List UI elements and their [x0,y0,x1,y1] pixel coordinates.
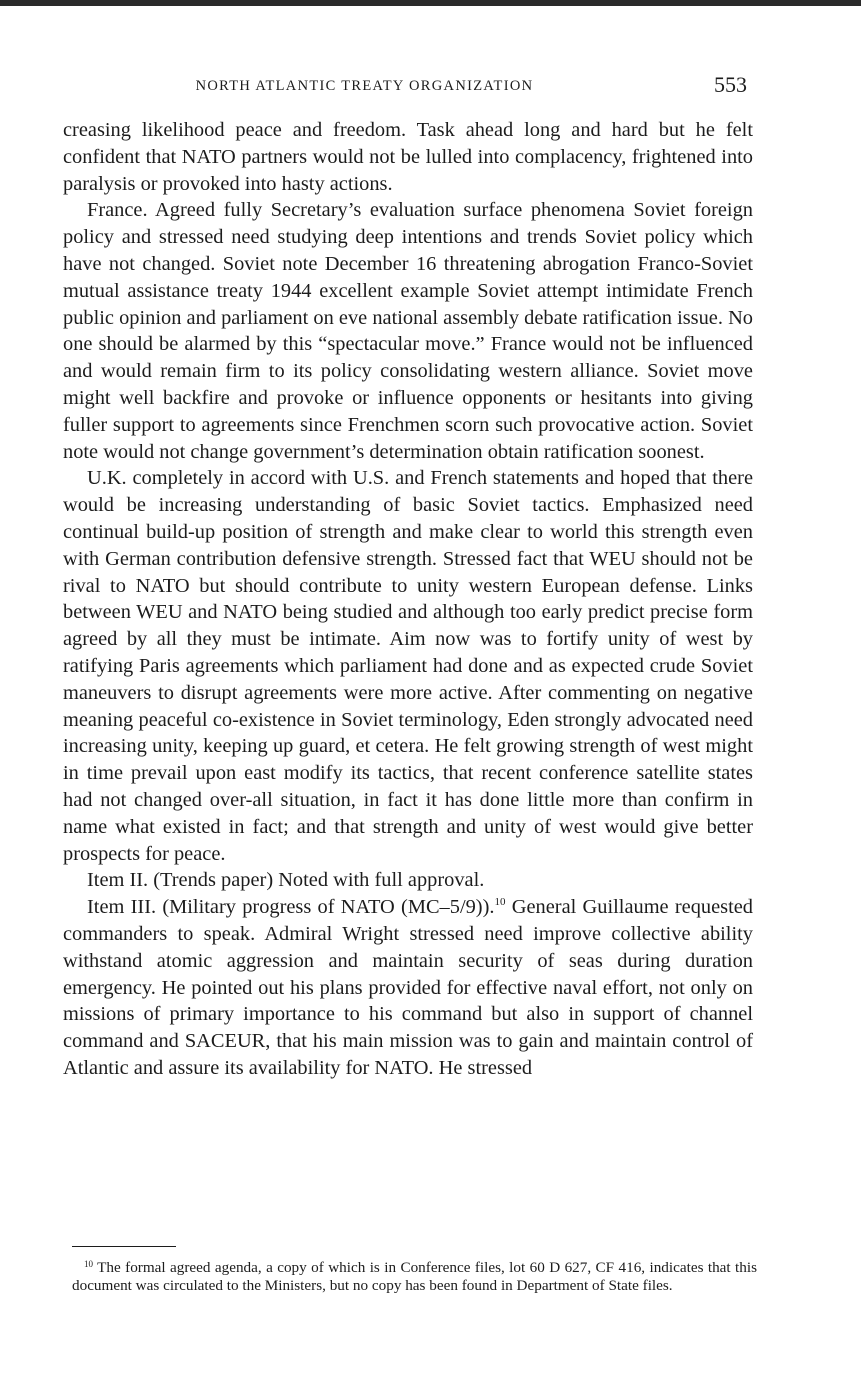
running-title: NORTH ATLANTIC TREATY ORGANIZATION [195,78,534,94]
top-edge-rule [0,0,861,6]
paragraph-france: France. Agreed fully Secretary’s evaluation surface phenomena Soviet foreign policy and stressed need studying deep intentions and trends Soviet policy which have not changed. Soviet note December 16 threatening abrogation Franco-Soviet mutual assistance treaty 1944 excellent example Soviet attempt intimidate French public opinion and parliament on eve national assembly debate ratification issue. No one should be alarmed by this “spectacular move.” France would not be influenced and would remain firm to its policy consolidating western alliance. Soviet move might well backfire and provoke or influence opponents or hesitants into giving fuller support to agreements since Frenchmen scorn such provocative action. Soviet note would not change government’s determination obtain ratification soonest. [63,199,753,463]
item-iii-text: General Guillaume requested commanders to speak. Admiral Wright stressed need improve collective ability withstand atomic aggression and maintain security of seas during duration emergency. He pointed out his plans provided for effective naval effort, not only on missions of primary importance to his command but also in support of channel command and SACEUR, that his main mission was to gain and maintain control of Atlantic and assure its availability for NATO. He stressed [63,896,753,1079]
page-number: 553 [714,72,747,97]
footnote-divider [72,1246,176,1247]
paragraph-item-iii [63,894,753,1082]
body-text [63,117,753,1082]
running-head [62,72,747,102]
footnote-reference: 10 [494,896,506,909]
footnote [72,1259,757,1295]
paragraph-item-ii: Item II. (Trends paper) Noted with full approval. [87,869,485,892]
footnote-text: The formal agreed agenda, a copy of which is in Conference files, lot 60 D 627, CF 416, indicates that this document was circulated to the Ministers, but no copy has been found in Department of State files. [72,1259,757,1294]
paragraph-uk: U.K. completely in accord with U.S. and French statements and hoped that there would be increasing understanding of basic Soviet tactics. Emphasized need continual build-up position of strength and make clear to world this strength even with German contribution defensive strength. Stressed fact that WEU should not be rival to NATO but should contribute to unity western European defense. Links between WEU and NATO being studied and although too early predict precise form agreed by all they must be intimate. Aim now was to fortify unity of west by ratifying Paris agreements which parliament had done and as expected crude Soviet maneuvers to disrupt agreements were more active. After commenting on negative meaning peaceful co-existence in Soviet terminology, Eden strongly advocated need increasing unity, keeping up guard, et cetera. He felt growing strength of west might in time prevail upon east modify its tactics, that recent conference satellite states had not changed over-all situation, in fact it has done little more than confirm in name what existed in fact; and that strength and unity of west would give better prospects for peace. [63,467,753,865]
item-iii-lead: Item III. (Military progress of NATO (MC–5/9)). [87,896,495,919]
paragraph-continuation: creasing likelihood peace and freedom. Task ahead long and hard but he felt confident that NATO partners would not be lulled into complacency, frightened into paralysis or provoked into hasty actions. [63,119,753,195]
footnote-marker: 10 [84,1259,93,1269]
